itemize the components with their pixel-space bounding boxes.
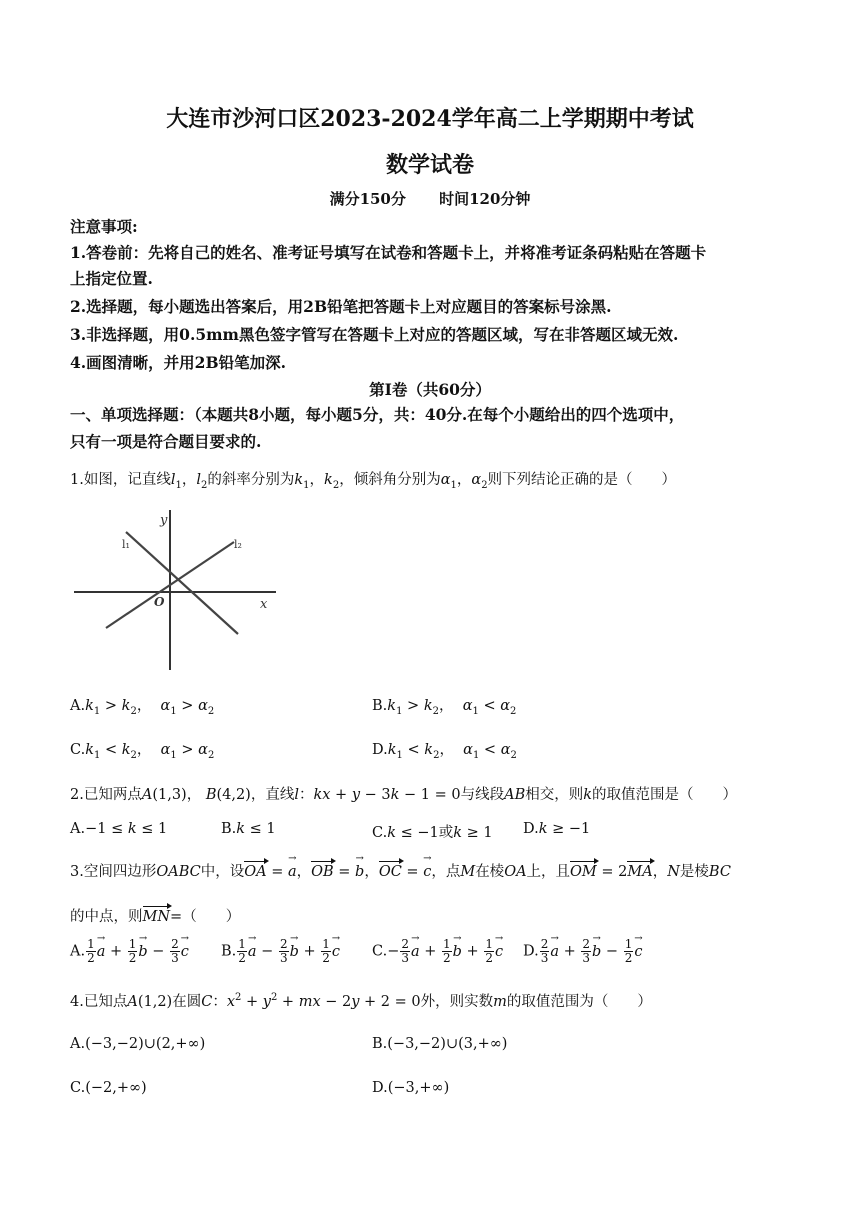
y-axis-label: y	[160, 513, 168, 528]
note-1a: 1.答卷前：先将自己的姓名、准考证号填写在试卷和答题卡上，并将准考证条码粘贴在答题卡	[70, 243, 707, 262]
q4-option-d[interactable]: D.(−3,+∞)	[372, 1080, 450, 1096]
q2-option-d[interactable]: D.k ≥ −1	[523, 821, 591, 837]
exam-title: 大连市沙河口区2023-2024学年高二上学期期中考试	[166, 106, 694, 132]
origin-label: O	[154, 595, 165, 609]
notes-heading: 注意事项:	[70, 217, 138, 236]
q3-option-c[interactable]: C.− $\frac{2}{3}$ → a + $\frac{1}{2}$ → b + $\frac{1}{2}$ → c	[372, 938, 503, 965]
q4-option-c[interactable]: C.(−2,+∞)	[70, 1080, 147, 1096]
q4-option-b[interactable]: B.(−3,−2)∪(3,+∞)	[372, 1036, 508, 1052]
q3-option-b[interactable]: B. $\frac{1}{2}$ → a − $\frac{2}{3}$ → b + $\frac{1}{2}$ → c	[221, 938, 340, 965]
note-3: 3.非选择题，用0.5mm黑色签字管写在答题卡上对应的答题区域，写在非答题区域无效.	[70, 325, 679, 344]
q2-option-a[interactable]: A.−1 ≤ k ≤ 1	[70, 821, 168, 837]
q2-option-b[interactable]: B.k ≤ 1	[221, 821, 276, 837]
exam-meta	[0, 188, 860, 209]
note-1b: 上指定位置.	[70, 269, 153, 288]
part1-line2: 只有一项是符合题目要求的.	[70, 432, 262, 451]
l1-label: l₁	[122, 538, 130, 551]
question-3-line2: 的中点，则MN=（ ）	[70, 909, 241, 925]
q2-option-c[interactable]: C.k ≤ −1或k ≥ 1	[372, 825, 493, 841]
exam-time: 时间120分钟	[439, 190, 531, 208]
q1-figure	[70, 510, 290, 675]
volume-title: 第Ⅰ卷（共60分）	[369, 380, 491, 399]
note-4: 4.画图清晰，并用2B铅笔加深.	[70, 353, 286, 372]
q3-option-d[interactable]: D. $\frac{2}{3}$ → a + $\frac{2}{3}$ → b − $\frac{1}{2}$ → c	[523, 938, 642, 965]
l2-label: l₂	[234, 538, 242, 551]
q1-option-c[interactable]: $C.k_1 < k_2$， $\alpha_1 > \alpha_2$	[70, 742, 215, 761]
question-3: 3.空间四边形OABC中，设OA = → a，OB = → b，OC = → c，点M在棱OA上，且OM = 2MA，N是棱BC	[70, 860, 731, 881]
note-2: 2.选择题，每小题选出答案后，用2B铅笔把答题卡上对应题目的答案标号涂黑.	[70, 297, 612, 316]
x-axis-label: x	[260, 597, 268, 612]
line-l1	[126, 532, 238, 634]
question-2: 2.已知两点A(1,3)， B(4,2)，直线l：kx + y − 3k − 1 = 0与线段AB相交，则k的取值范围是（ ）	[70, 787, 738, 803]
question-1: 1.如图，记直线$l_1$，$l_2$的斜率分别为$k_1$，$k_2$，倾斜角分别为$\alpha_1$，$\alpha_2$则下列结论正确的是（ ）	[70, 472, 677, 491]
full-score: 满分150分	[329, 190, 406, 208]
q1-option-b[interactable]: $B.k_1 > k_2$， $\alpha_1 < \alpha_2$	[372, 698, 517, 717]
part1-line1: 一、单项选择题：（本题共8小题，每小题5分，共：40分.在每个小题给出的四个选项中，	[70, 405, 685, 424]
q4-option-a[interactable]: A.(−3,−2)∪(2,+∞)	[70, 1036, 206, 1052]
q3-option-a[interactable]: A. $\frac{1}{2}$ → a + $\frac{1}{2}$ → b − $\frac{2}{3}$ → c	[70, 938, 189, 965]
question-4: 4.已知点A(1,2)在圆C：$x^2 + y^2$ + mx − 2y + 2 = 0外，则实数m的取值范围为（ ）	[70, 992, 652, 1010]
q1-option-a[interactable]: $A.k_1 > k_2$， $\alpha_1 > \alpha_2$	[70, 698, 215, 717]
q1-option-d[interactable]: $D.k_1 < k_2$， $\alpha_1 < \alpha_2$	[372, 742, 517, 761]
exam-subtitle: 数学试卷	[385, 152, 474, 178]
